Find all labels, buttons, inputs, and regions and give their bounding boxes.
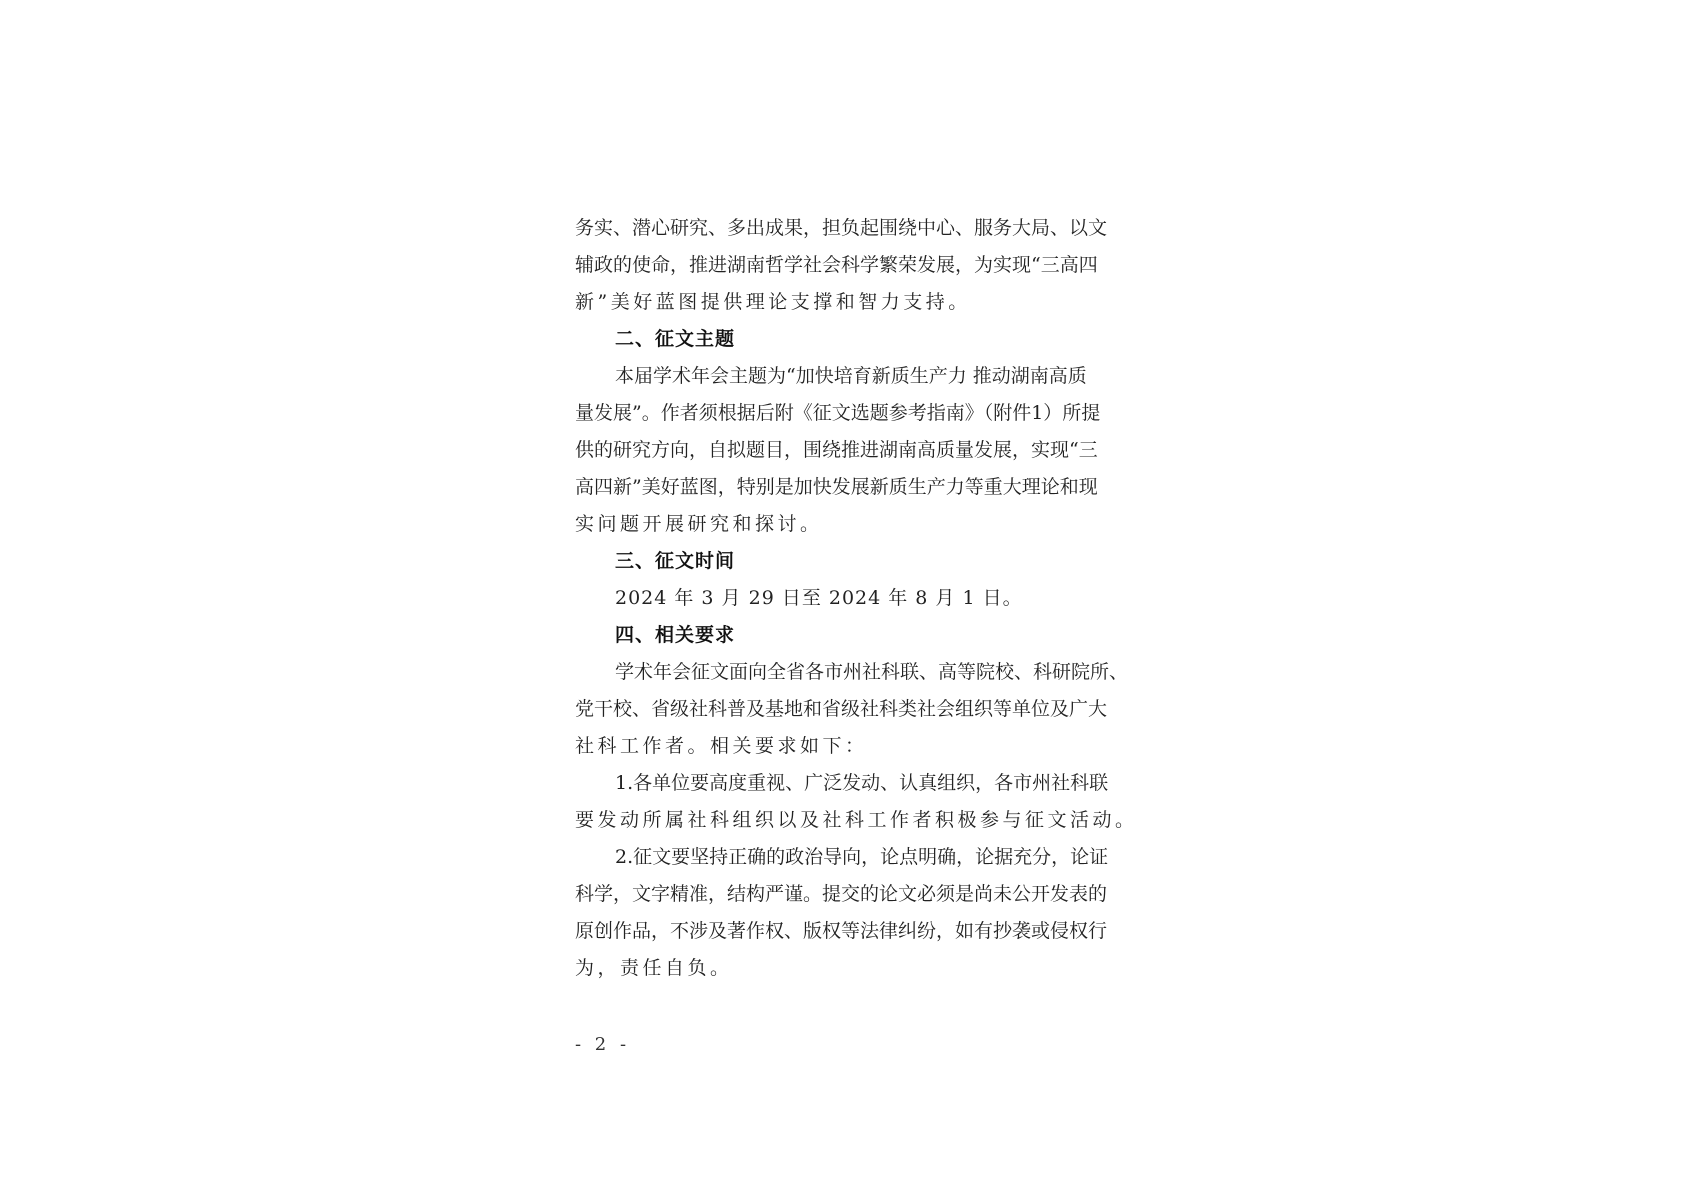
page-number: - 2 -	[575, 1034, 631, 1055]
text-line: 要发动所属社科组织以及社科工作者积极参与征文活动。	[575, 809, 1138, 831]
paragraph-theme	[575, 358, 1127, 543]
text-line: 党干校、省级社科普及基地和省级社科类社会组织等单位及广大	[575, 698, 1108, 720]
text-line: 供的研究方向，自拟题目，围绕推进湖南高质量发展，实现“三	[575, 439, 1098, 461]
text-line: 实问题开展研究和探讨。	[575, 513, 823, 535]
document-body	[575, 210, 1138, 987]
section-heading-time: 三、征文时间	[615, 550, 736, 572]
section-heading-requirements: 四、相关要求	[615, 624, 736, 646]
text-line: 务实、潜心研究、多出成果，担负起围绕中心、服务大局、以文	[575, 217, 1108, 239]
section-heading-theme: 二、征文主题	[615, 328, 736, 350]
text-line: 2.征文要坚持正确的政治导向，论点明确，论据充分，论证	[615, 846, 1109, 868]
text-line: 学术年会征文面向全省各市州社科联、高等院校、科研院所、	[615, 661, 1129, 683]
paragraph-time	[575, 580, 1127, 617]
text-line: 量发展”。作者须根据后附《征文选题参考指南》（附件1）所提	[575, 402, 1101, 424]
paragraph-continuation	[575, 210, 1127, 321]
text-line: 1.各单位要高度重视、广泛发动、认真组织，各市州社科联	[615, 772, 1109, 794]
text-line: 新”美好蓝图提供理论支撑和智力支持。	[575, 291, 971, 313]
text-line: 社科工作者。相关要求如下：	[575, 735, 868, 757]
paragraph-requirements-intro	[575, 654, 1127, 765]
text-line: 本届学术年会主题为“加快培育新质生产力 推动湖南高质	[615, 365, 1087, 387]
text-line: 科学，文字精准，结构严谨。提交的论文必须是尚未公开发表的	[575, 883, 1108, 905]
text-line: 2024 年 3 月 29 日至 2024 年 8 月 1 日。	[615, 587, 1023, 609]
text-line: 为，责任自负。	[575, 957, 733, 979]
text-line: 辅政的使命，推进湖南哲学社会科学繁荣发展，为实现“三高四	[575, 254, 1098, 276]
text-line: 高四新”美好蓝图，特别是加快发展新质生产力等重大理论和现	[575, 476, 1098, 498]
paragraph-requirement-2	[575, 839, 1127, 987]
text-line: 原创作品，不涉及著作权、版权等法律纠纷，如有抄袭或侵权行	[575, 920, 1108, 942]
paragraph-requirement-1	[575, 765, 1138, 839]
